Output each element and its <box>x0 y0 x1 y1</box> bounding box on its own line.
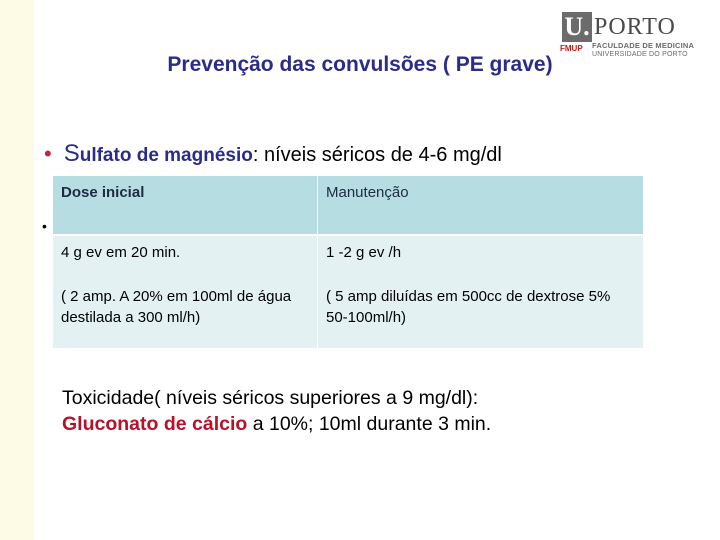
drug-name <box>63 140 253 167</box>
logo-universidade-text: UNIVERSIDADE DO PORTO <box>592 51 688 58</box>
bullet-marker: • <box>44 141 52 166</box>
drug-name-rest: ulfato de magnésio <box>79 145 253 166</box>
table-header-row <box>53 176 644 235</box>
bullet-magnesium-sulfate <box>44 140 502 168</box>
antidote-name: Gluconato de cálcio <box>62 413 248 435</box>
logo-fmup-text: FMUP <box>560 44 583 53</box>
logo-u-mark: U. <box>562 12 592 42</box>
table-cell: 1 -2 g ev /h <box>318 235 644 278</box>
header-dose-inicial: Dose inicial <box>53 176 318 235</box>
left-margin-bar <box>0 0 34 540</box>
logo-faculdade-text: FACULDADE DE MEDICINA <box>592 41 695 50</box>
bullet-marker-empty: • <box>42 218 47 234</box>
logo-porto-text: PORTO <box>594 14 676 40</box>
serum-level-colon: : <box>252 144 259 166</box>
dosage-table <box>53 176 644 348</box>
antidote-dose: a 10%; 10ml durante 3 min. <box>247 413 492 435</box>
header-manutencao: Manutenção <box>318 176 644 235</box>
table-row <box>53 278 644 348</box>
slide-title: Prevenção das convulsões ( PE grave) <box>167 53 553 76</box>
table-cell: 4 g ev em 20 min. <box>53 235 318 278</box>
antidote-line <box>62 411 491 437</box>
table-cell: ( 2 amp. A 20% em 100ml de água destilada a 300 ml/h) <box>53 278 318 348</box>
toxicity-note <box>62 385 491 437</box>
table-cell: ( 5 amp diluídas em 500cc de dextrose 5% 50-100ml/h) <box>318 278 644 348</box>
table-row <box>53 235 644 278</box>
toxicity-line: Toxicidade( níveis séricos superiores a 9 mg/dl): <box>62 387 479 409</box>
serum-level-text: níveis séricos de 4-6 mg/dl <box>258 144 502 166</box>
drug-name-initial: S <box>63 140 80 167</box>
